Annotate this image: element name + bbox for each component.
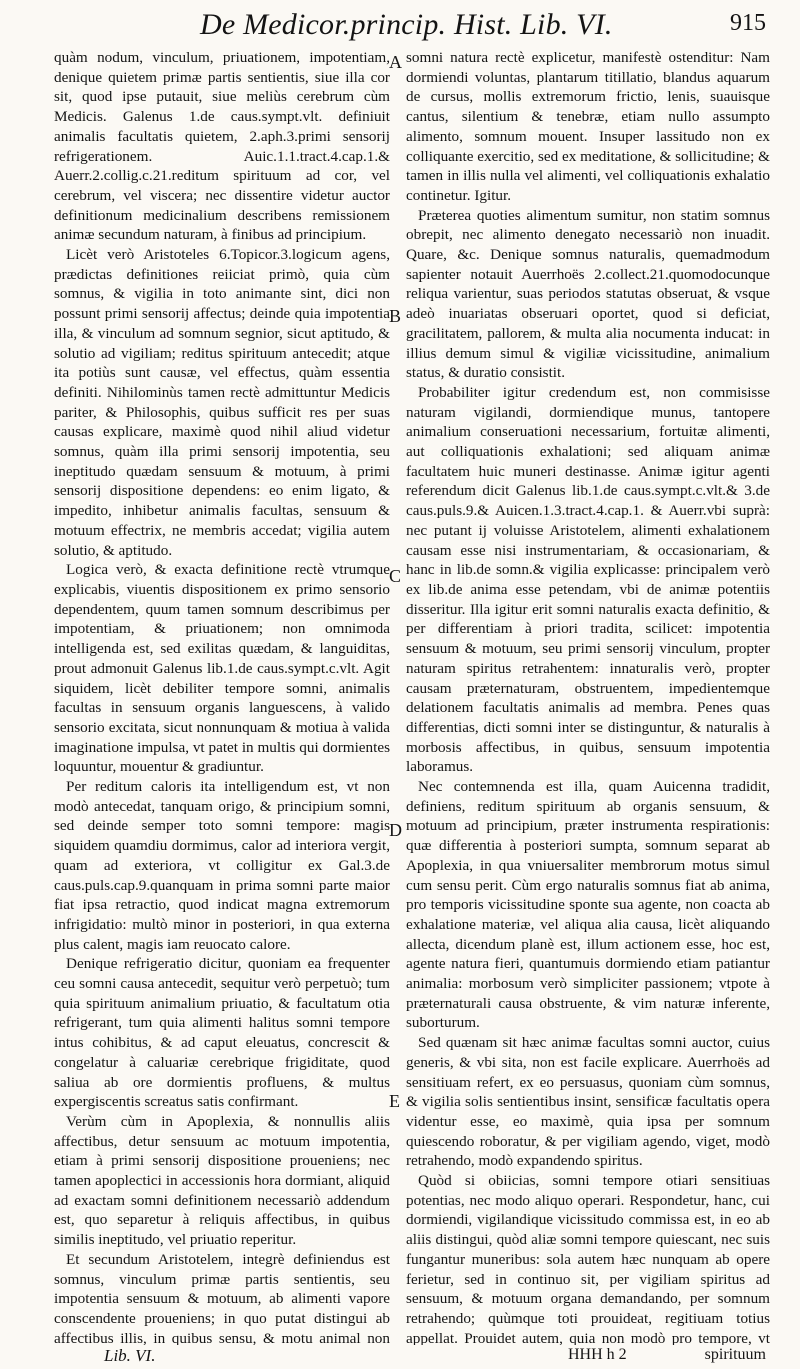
paragraph: Licèt verò Aristoteles 6.Topicor.3.logicum agens, prædictas definitiones reiiciat primò, quia cùm somnus, & vigilia in toto animante sint, dici non possunt primi sensorij affectus; deinde quia impotentia illa, & vinculum ad somnum segnior, sicut aptitudo, & solutio ad vigiliam; reditus spirituum antecedit; atque ita potiùs sunt causæ, vel effectus, quàm essentia definiti. Nihilominùs tamen rectè admittuntur Medicis pariter, & Philosophis, quibus sufficit res per suas causas explicare, maximè quod nihil aliud videtur somnus, quàm illa primi sensorij impotentia, seu ineptitudo quædam sensuum & motuum, à primi sensorij dispositione dependens: eo enim ligato, & impedito, inhibetur animalis facultas, sensuum & motuum effectrix, ne membris accedat; vigilia autem solutio, & aptitudo. xyxy=(54,246,390,559)
paragraph: Probabiliter igitur credendum est, non commisisse naturam vigilandi, dormiendique munus, tantopere animalium conseruationi necessarium, fortuitæ alimenti, aut colliquationis exhalationi; sed aliquam animæ facultatem huic muneri destinasse. Animæ igitur agenti referendum dicit Galenus lib.1.de caus.sympt.c.vlt.& 3.de caus.puls.9.& Auicen.1.3.tract.4.cap.1. & Auerr.vbi suprà: nec putant ij voluisse Aristotelem, alimenti exhalationem causam esse nisi instrumentariam, & occasionariam, & hanc in lib.de somn.& vigilia explicasse: principalem verò ex lib.de anima esse petendam, vbi de animæ potentiis disseritur. Illa igitur erit somni naturalis exacta definitio, & per differentiam à priori tradita, scilicet: impotentia sensuum & motuum, seu primi sensorij vinculum, propter naturam spiritus retrahentem: innaturalis verò, propter causam præternaturam, obstruentem, impedientemque delationem facultatis animalis ad membra. Penes quas differentias, dicti somni inter se distinguntur, & naturalis à morbosis affectibus, in quibus, sensuum impotentia laboramus. xyxy=(406,383,770,776)
paragraph: Sed quænam sit hæc animæ facultas somni auctor, cuius generis, & vbi sita, non est facile explicare. Auerrhoës ad sensitiuam refert, ex eo persuasus, quoniam cùm somnus, & vigilia solis sentientibus insint, sensificæ facultatis opera videntur esse, eo maximè, quia ipsa per somnum quiescendo roboratur, & per vigiliam agendo, viget, modò retrahendo, modò expandendo spiritus. xyxy=(406,1034,770,1170)
page-header xyxy=(0,8,800,48)
paragraph: Præterea quoties alimentum sumitur, non statim somnus obrepit, nec alimento denegato necessariò non inuadit. Quare, &c. Denique somnus naturalis, quemadmodum sapienter notauit Auerrhoës 2.collect.21.quomodocunque reliqua varientur, suas periodos statutas obseruat, & vsque adeò inuariatas obseruari oportet, quod si deficiat, gracilitatem, pallorem, & multa alia nocumenta inducat: in illius demum simul & vigiliæ vicissitudine, animalium status, & duratio consistit. xyxy=(406,206,770,382)
paragraph: Per reditum caloris ita intelligendum est, vt non modò antecedat, tanquam origo, & principium somni, sed deinde semper toto somni tempore: magis siquidem quamdiu dormimus, calor ad interiora vergit, quam ad exteriora, vt colligitur ex Gal.3.de caus.puls.cap.9.quanquam in prima somni parte maior fiat ipsa retractio, quod indicat magna extremorum infrigidatio: multò minor in posteriori, in qua externa plus calent, magis iam reuocato calore. xyxy=(54,778,390,953)
paragraph: Verùm cùm in Apoplexia, & nonnullis aliis affectibus, detur sensuum ac motuum impotentia, etiam à primi sensorij dispositione proueniens; nec tamen apoplectici in accessionis hora dormiant, aliquid ad exactam somni definitionem necessariò addendum est, quo separetur à reliquis affectibus, in quibus similis ineptitudo, vel priuatio reperitur. xyxy=(54,1112,390,1249)
margin-marker-b: B xyxy=(389,306,402,326)
left-column xyxy=(54,48,390,1345)
signature-mark: HHH h 2 xyxy=(568,1346,627,1363)
paragraph: Logica verò, & exacta definitione rectè vtrumque explicabis, viuentis dispositionem ex primo sensorio dependentem, quum tamen somnum describimus per impotentiam, & priuationem; non omnimoda intelligenda est, sed exilitas quædam, & languiditas, prout admonuit Galenus lib.1.de caus.sympt.c.vlt. Agit siquidem, licèt debiliter tempore somni, animalis facultas in sensuum organis languescens, à valido sensorio excitata, sicut nonnunquam & motiua à valida imaginatione impulsa, vt patet in multis qui dormientes loquuntur, mouentur & gradiuntur. xyxy=(54,561,390,776)
margin-marker-d: D xyxy=(389,820,402,840)
running-title: De Medicor.princip. Hist. Lib. VI. xyxy=(200,8,613,41)
page-number: 915 xyxy=(730,10,766,36)
footer-book-label: Lib. VI. xyxy=(104,1346,156,1365)
paragraph: quàm nodum, vinculum, priuationem, impotentiam, denique quietem primæ partis sentientis, siue illa cor sit, quod ipse putauit, siue meliùs cerebrum cùm Medicis. Galenus 1.de caus.sympt.vlt. definiuit animalis facultatis quietem, 2.aph.3.primi sensorij refrigerationem. Auic.1.1.tract.4.cap.1.& Auerr.2.collig.c.21.reditum spirituum ad cor, vel cerebrum, vel viscera; nec dissentire videtur auctor definitionum medicinalium describens remissionem animæ secundum naturam, à finibus ad principium. xyxy=(54,49,390,244)
catchword: spirituum xyxy=(704,1346,766,1363)
margin-marker-c: C xyxy=(389,566,402,586)
page-footer xyxy=(0,1346,800,1368)
margin-marker-a: A xyxy=(389,52,402,72)
right-column xyxy=(406,48,770,1345)
paragraph: Denique refrigeratio dicitur, quoniam ea frequenter ceu somni causa antecedit, sequitur verò perpetuò; tum quia spirituum animalium priuatio, & facultatum otia refrigerant, tum quia alimenti halitus somni tempore intus cohibitus, & ad caput eleuatus, concrescit & congelatur à caluariæ cerebrique frigiditate, quod saliua ab ore dormientis profluens, & multus expergiscentis screatus satis confirmant. xyxy=(54,955,390,1111)
paragraph: somni natura rectè explicetur, manifestè ostenditur: Nam dormiendi voluntas, plantarum titillatio, blandus aquarum de cursus, mollis extremorum frictio, lenis, suauisque cantus, silentium & tenebræ, etiam nullo assumpto alimento, somnum mouent. Insuper lassitudo non ex colliquante exercitio, sed ex meditatione, & sollicitudine; & tamen in illis nulla vel alimenti, vel colliquationis exhalatio continetur. Igitur. xyxy=(406,49,770,204)
paragraph: Et secundum Aristotelem, integrè definiendus est somnus, vinculum primæ partis sentientis, seu impotentia sensuum & motuum, ab alimenti vapore conscendente proueniens; in quo putat distingui ab affectibus illis, in quibus sensu, & motu animal non xyxy=(54,1250,390,1345)
paragraph: Quòd si obiicias, somni tempore otiari sensitiuas potentias, nec modo aliquo operari. Respondetur, hanc, cui dormiendi, vigilandique vicissitudo commissa est, in eo ab aliis distingui, quòd aliæ somni tempore quiescant, nec suis fungantur muneribus: sola autem hæc nunquam ab opere ferietur, sed in continuo sit, per vigiliam spiritus ad sensuum, & motuum organa demandando, per somnum retrahendo; quùmque toti prouideat, regitiuam totius appellat. Prouidet autem, quia non modò pro tempore, vt xyxy=(406,1172,770,1345)
paragraph: Nec contemnenda est illa, quam Auicenna tradidit, definiens, reditum spirituum ab organis sensuum, & motuum ad principium, præter instrumenta respirationis: quæ differentia à posteriori sumpta, somnum separat ab Apoplexia, in qua vniuersaliter membrorum motus simul cum sensu perit. Cùm ergo naturalis somnus fiat ab anima, pro temporis vicissitudine sponte sua agente, non coacta ab exhalatione materiæ, vel aliqua alia causa, licèt aliquando allecta, dicendum planè est, illum actionem esse, hoc est, agente natura fieri, quantumuis dormiendo etiam patiantur animalia: morbosum verò simpliciter passionem; vtpote à præternaturali causa obstruente, & vim naturæ inferente, suborturum. xyxy=(406,778,770,1032)
margin-marker-e: E xyxy=(389,1091,400,1111)
